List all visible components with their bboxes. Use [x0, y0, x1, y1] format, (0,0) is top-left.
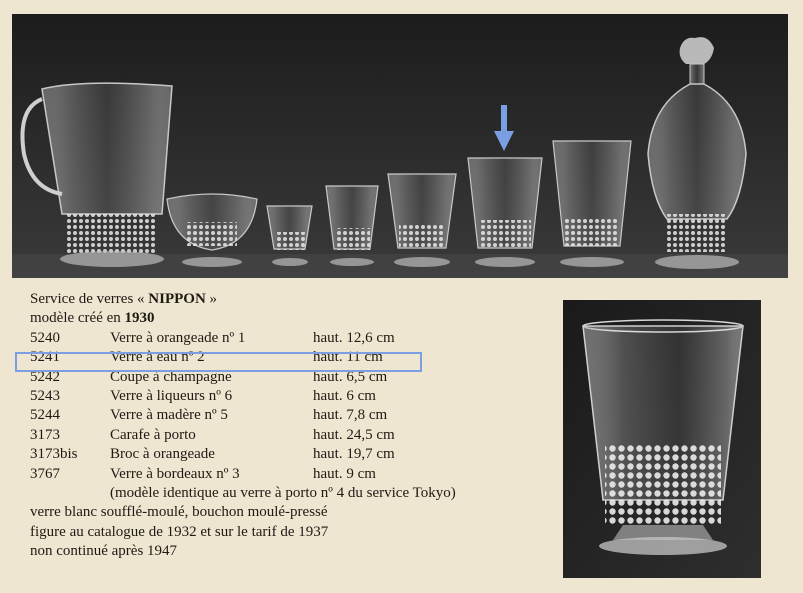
catalog-code: 5240 — [30, 329, 60, 346]
footer-text: verre blanc soufflé-moulé, bouchon moulé-pressé — [30, 504, 328, 521]
catalog-code: 5244 — [30, 407, 60, 424]
catalog-code: 5242 — [30, 368, 60, 385]
item-name: Verre à eau nº 2 — [110, 349, 205, 366]
item-height: haut. 9 cm — [313, 465, 376, 482]
model-note — [30, 484, 560, 503]
catalog-row — [30, 445, 560, 464]
item-name: Verre à madère nº 5 — [110, 407, 228, 424]
footer-text: non continué après 1947 — [30, 543, 178, 560]
item-height: haut. 6,5 cm — [313, 368, 388, 385]
catalog-row — [30, 406, 560, 425]
item-height: haut. 11 cm — [313, 349, 383, 366]
water-glass-photo — [563, 300, 761, 578]
catalog-code: 5241 — [30, 349, 60, 366]
created-prefix: modèle créé en — [30, 310, 125, 327]
created-year: 1930 — [124, 310, 155, 327]
footer-line — [30, 523, 560, 542]
row-highlight-box — [15, 352, 422, 372]
service-title — [30, 290, 560, 309]
catalog-code: 5243 — [30, 387, 60, 404]
item-name: Verre à orangeade nº 1 — [110, 329, 246, 346]
note-text: (modèle identique au verre à porto nº 4 du service Tokyo) — [110, 484, 456, 501]
footer-line — [30, 503, 560, 522]
item-name: Broc à orangeade — [110, 446, 215, 463]
service-photo — [12, 14, 788, 278]
footer-text: figure au catalogue de 1932 et sur le tarif de 1937 — [30, 523, 329, 540]
catalog-row — [30, 426, 560, 445]
catalog-caption — [30, 290, 560, 561]
title-prefix: Service de verres « — [30, 291, 149, 307]
item-height: haut. 19,7 cm — [313, 446, 395, 463]
item-height: haut. 12,6 cm — [313, 329, 395, 346]
catalog-code: 3767 — [30, 465, 60, 482]
catalog-row — [30, 329, 560, 348]
item-name: Coupe à champagne — [110, 368, 232, 385]
item-height: haut. 6 cm — [313, 387, 376, 404]
arrow-down-icon — [494, 105, 514, 151]
catalog-code: 3173bis — [30, 446, 78, 463]
creation-line — [30, 309, 560, 328]
footer-line — [30, 542, 560, 561]
catalog-code: 3173 — [30, 426, 60, 443]
catalog-row — [30, 387, 560, 406]
item-name: Verre à bordeaux nº 3 — [110, 465, 240, 482]
item-name: Verre à liqueurs nº 6 — [110, 387, 233, 404]
item-height: haut. 7,8 cm — [313, 407, 388, 424]
item-height: haut. 24,5 cm — [313, 426, 395, 443]
service-name: NIPPON — [148, 291, 206, 307]
title-suffix: » — [205, 291, 218, 307]
item-name: Carafe à porto — [110, 426, 196, 443]
catalog-row — [30, 465, 560, 484]
